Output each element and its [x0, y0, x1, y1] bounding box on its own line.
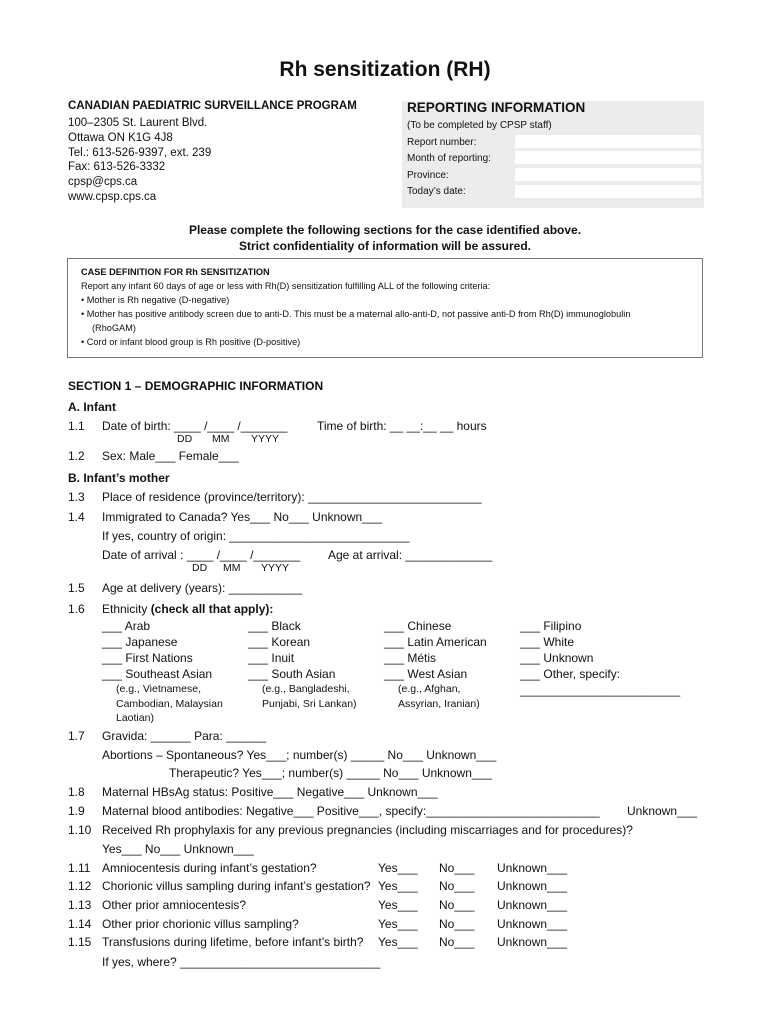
- ethnicity-col-2: [248, 618, 335, 682]
- q1-14-unknown[interactable]: Unknown___: [497, 917, 568, 931]
- q1-11-no[interactable]: No___: [439, 861, 475, 875]
- q1-15-no[interactable]: No___: [439, 935, 475, 949]
- ethnicity-col-4: [520, 618, 680, 698]
- eth-inuit[interactable]: ___ Inuit: [248, 651, 295, 665]
- section-1-heading: SECTION 1 – DEMOGRAPHIC INFORMATION: [68, 379, 324, 393]
- province-label: Province:: [407, 169, 449, 181]
- email-line: cpsp@cps.ca: [68, 176, 138, 189]
- eth-southeast-asian[interactable]: ___ Southeast Asian: [102, 667, 213, 681]
- note-line: (e.g., Afghan,: [398, 683, 461, 695]
- report-number-field[interactable]: [515, 135, 701, 148]
- q1-12-no[interactable]: No___: [439, 879, 475, 893]
- arrival-format-yyyy: YYYY: [261, 562, 290, 574]
- ethnicity-label-text: Ethnicity: [102, 602, 151, 616]
- spontaneous-abortions-field[interactable]: Abortions – Spontaneous? Yes___; number(s) _____ No___ Unknown___: [102, 748, 497, 762]
- eth-col-2-note: [262, 682, 357, 711]
- sex-field[interactable]: Sex: Male___ Female___: [102, 449, 239, 463]
- blood-antibodies-unknown[interactable]: Unknown___: [627, 804, 698, 818]
- rh-prophylaxis-question: Received Rh prophylaxis for any previous pregnancies (including miscarriages and for procedures)?: [102, 823, 633, 837]
- month-label: Month of reporting:: [407, 153, 491, 165]
- ethnicity-col-3: [384, 618, 487, 682]
- ethnicity-label: [102, 602, 273, 616]
- dob-format-mm: MM: [212, 433, 230, 445]
- q1-15-yes[interactable]: Yes___: [378, 935, 418, 949]
- q1-13-no[interactable]: No___: [439, 898, 475, 912]
- q1-14-number: 1.14: [68, 917, 92, 931]
- note-line: (e.g., Bangladeshi,: [262, 683, 350, 695]
- q1-4-number: 1.4: [68, 510, 85, 524]
- eth-japanese[interactable]: ___ Japanese: [102, 635, 178, 649]
- province-field[interactable]: [515, 168, 701, 181]
- arrival-format-dd: DD: [192, 562, 208, 574]
- eth-metis[interactable]: ___ Métis: [384, 651, 437, 665]
- q1-12-number: 1.12: [68, 879, 92, 893]
- note-line: (e.g., Vietnamese,: [116, 683, 202, 695]
- gravida-para-field[interactable]: Gravida: ______ Para: ______: [102, 729, 267, 743]
- criterion-3: • Cord or infant blood group is Rh positive (D-positive): [81, 337, 301, 347]
- website-line: www.cpsp.cps.ca: [68, 190, 157, 203]
- q1-15-unknown[interactable]: Unknown___: [497, 935, 568, 949]
- transfusion-where-field[interactable]: If yes, where? ______________________________: [102, 955, 381, 969]
- eth-other[interactable]: ___ Other, specify:: [520, 667, 621, 681]
- criterion-1: • Mother is Rh negative (D-negative): [81, 295, 230, 305]
- address-line: Ottawa ON K1G 4J8: [68, 131, 173, 144]
- eth-chinese[interactable]: ___ Chinese: [384, 619, 452, 633]
- eth-west-asian[interactable]: ___ West Asian: [384, 667, 468, 681]
- eth-latin-american[interactable]: ___ Latin American: [384, 635, 487, 649]
- page-title: Rh sensitization (RH): [279, 58, 491, 81]
- eth-korean[interactable]: ___ Korean: [248, 635, 311, 649]
- ethnicity-check-note: (check all that apply):: [150, 602, 274, 616]
- fax-line: Fax: 613-526-3332: [68, 161, 166, 174]
- q1-11-yes[interactable]: Yes___: [378, 861, 418, 875]
- criterion-2-cont: (RhoGAM): [92, 323, 136, 333]
- eth-arab[interactable]: ___ Arab: [102, 619, 151, 633]
- q1-12-unknown[interactable]: Unknown___: [497, 879, 568, 893]
- criterion-1-text: Mother is Rh negative (D-negative): [86, 295, 230, 305]
- residence-field[interactable]: Place of residence (province/territory): __________________________: [102, 490, 482, 504]
- mother-heading: B. Infant’s mother: [68, 471, 170, 485]
- criterion-2-text: Mother has positive antibody screen due to anti-D. This must be a maternal allo-anti-D, not passive anti-D from Rh(D) immunoglobulin: [86, 309, 631, 319]
- org-address: [68, 116, 211, 205]
- date-of-birth-field[interactable]: Date of birth: ____ /____ /_______: [102, 419, 288, 433]
- case-definition-intro: Report any infant 60 days of age or less with Rh(D) sensitization fulfilling ALL of the following criteria:: [81, 281, 491, 291]
- q1-11-unknown[interactable]: Unknown___: [497, 861, 568, 875]
- q1-14-no[interactable]: No___: [439, 917, 475, 931]
- note-line: Cambodian, Malaysian: [116, 697, 223, 710]
- q1-11-number: 1.11: [68, 861, 91, 875]
- infant-heading: A. Infant: [68, 400, 116, 414]
- eth-unknown[interactable]: ___ Unknown: [520, 651, 594, 665]
- eth-col-1-note: [116, 682, 223, 726]
- q1-13-yes[interactable]: Yes___: [378, 898, 418, 912]
- q1-10-number: 1.10: [68, 823, 92, 837]
- q1-2-number: 1.2: [68, 449, 85, 463]
- eth-col-3-note: [398, 682, 480, 711]
- q1-11-question: Amniocentesis during infant’s gestation?: [102, 861, 317, 875]
- date-field[interactable]: [515, 185, 701, 198]
- instructions-line-2: Strict confidentiality of information will be assured.: [238, 239, 532, 253]
- q1-7-number: 1.7: [68, 729, 85, 743]
- dob-format-yyyy: YYYY: [251, 433, 280, 445]
- date-label: Today’s date:: [407, 186, 466, 198]
- q1-6-number: 1.6: [68, 602, 85, 616]
- instructions-line-1: Please complete the following sections for the case identified above.: [188, 223, 582, 237]
- reporting-heading: REPORTING INFORMATION: [407, 100, 586, 115]
- eth-white[interactable]: ___ White: [520, 635, 575, 649]
- eth-first-nations[interactable]: ___ First Nations: [102, 651, 193, 665]
- note-line: Laotian): [116, 712, 154, 724]
- q1-3-number: 1.3: [68, 490, 85, 504]
- q1-15-number: 1.15: [68, 935, 92, 949]
- q1-13-unknown[interactable]: Unknown___: [497, 898, 568, 912]
- country-of-origin-field[interactable]: If yes, country of origin: ___________________________: [102, 529, 410, 543]
- q1-8-number: 1.8: [68, 785, 85, 799]
- case-definition: [81, 265, 630, 349]
- month-field[interactable]: [515, 151, 701, 164]
- blood-antibodies-field[interactable]: Maternal blood antibodies: Negative___ Positive___, specify:__________________________: [102, 804, 600, 818]
- criterion-2: • Mother has positive antibody screen due to anti-D. This must be a maternal allo-anti-D, not passive anti-D from Rh(D) immunoglobulin: [81, 309, 631, 319]
- eth-south-asian[interactable]: ___ South Asian: [248, 667, 336, 681]
- case-definition-heading: CASE DEFINITION FOR Rh SENSITIZATION: [81, 267, 270, 277]
- date-of-arrival-field[interactable]: Date of arrival : ____ /____ /_______: [102, 548, 301, 562]
- eth-other-specify-field[interactable]: ________________________: [520, 683, 681, 697]
- q1-9-number: 1.9: [68, 804, 85, 818]
- rh-prophylaxis-answer[interactable]: Yes___ No___ Unknown___: [102, 842, 254, 856]
- phone-line: Tel.: 613-526-9397, ext. 239: [68, 146, 212, 159]
- q1-13-number: 1.13: [68, 898, 92, 912]
- age-at-arrival-field[interactable]: Age at arrival: _____________: [328, 548, 493, 562]
- q1-12-question: Chorionic villus sampling during infant’s gestation?: [102, 879, 371, 893]
- hbsag-status-field[interactable]: Maternal HBsAg status: Positive___ Negative___ Unknown___: [102, 785, 438, 799]
- report-number-label: Report number:: [407, 136, 477, 148]
- ethnicity-col-1: [102, 618, 212, 682]
- q1-12-yes[interactable]: Yes___: [378, 879, 418, 893]
- q1-13-question: Other prior amniocentesis?: [102, 898, 247, 912]
- note-line: Punjabi, Sri Lankan): [262, 697, 357, 710]
- q1-1-number: 1.1: [68, 419, 85, 433]
- eth-filipino[interactable]: ___ Filipino: [520, 619, 582, 633]
- eth-black[interactable]: ___ Black: [248, 619, 301, 633]
- note-line: Assyrian, Iranian): [398, 697, 480, 710]
- q1-14-question: Other prior chorionic villus sampling?: [102, 917, 299, 931]
- age-at-delivery-field[interactable]: Age at delivery (years): ___________: [102, 581, 303, 595]
- reporting-note: (To be completed by CPSP staff): [407, 120, 552, 131]
- criterion-3-text: Cord or infant blood group is Rh positive (D-positive): [86, 337, 301, 347]
- therapeutic-abortions-field[interactable]: Therapeutic? Yes___; number(s) _____ No___ Unknown___: [169, 766, 492, 780]
- q1-14-yes[interactable]: Yes___: [378, 917, 418, 931]
- immigrated-field[interactable]: Immigrated to Canada? Yes___ No___ Unknown___: [102, 510, 383, 524]
- arrival-format-mm: MM: [223, 562, 241, 574]
- q1-5-number: 1.5: [68, 581, 85, 595]
- org-name: CANADIAN PAEDIATRIC SURVEILLANCE PROGRAM: [68, 100, 357, 112]
- dob-format-dd: DD: [177, 433, 193, 445]
- time-of-birth-field[interactable]: Time of birth: __ __:__ __ hours: [317, 419, 487, 433]
- address-line: 100–2305 St. Laurent Blvd.: [68, 117, 208, 129]
- q1-15-question: Transfusions during lifetime, before infant’s birth?: [102, 935, 364, 949]
- instructions: [0, 222, 770, 254]
